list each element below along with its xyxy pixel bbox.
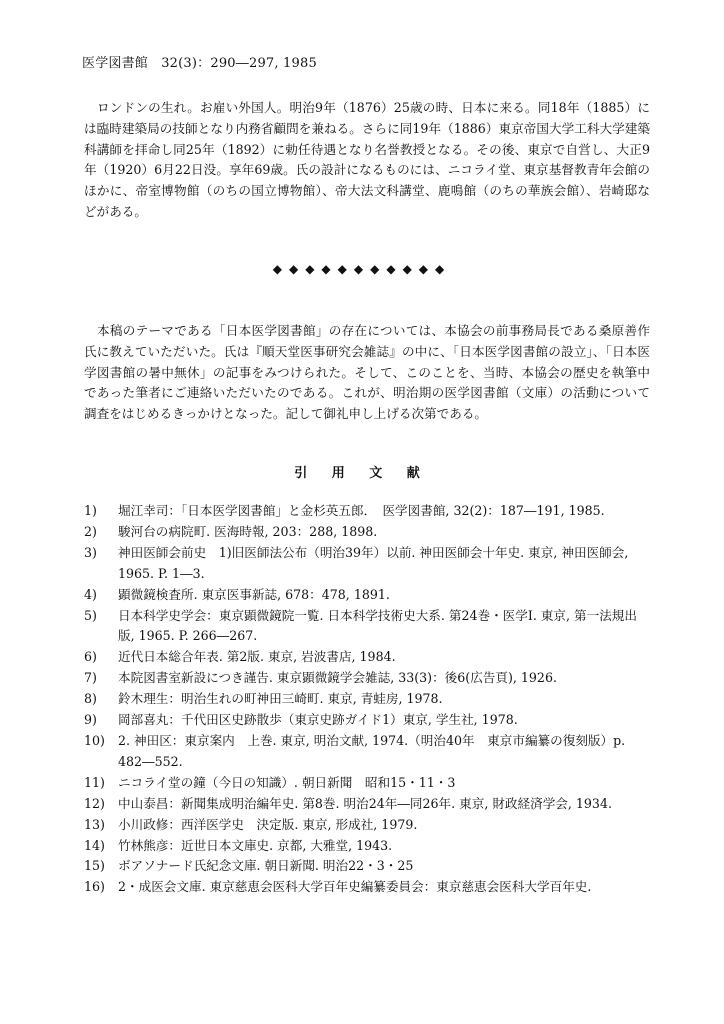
reference-text: 顕微鏡検査所. 東京医事新誌, 678：478, 1891. bbox=[118, 586, 390, 602]
journal-citation: 医学図書館 32(3)：290―297, 1985 bbox=[82, 56, 317, 71]
reference-number: 2) bbox=[84, 523, 97, 539]
reference-number: 11) bbox=[84, 774, 105, 790]
reference-text: 2・成医会文庫. 東京慈恵会医科大学百年史編纂委員会：東京慈恵会医科大学百年史. bbox=[118, 879, 592, 895]
reference-text: 岡部喜丸：千代田区史跡散歩（東京史跡ガイド1）東京, 学生社, 1978. bbox=[118, 712, 518, 728]
references-heading: 引 用 文 献 bbox=[294, 466, 430, 481]
reference-number: 8) bbox=[84, 691, 97, 707]
reference-number: 1) bbox=[84, 503, 97, 518]
reference-item bbox=[84, 647, 650, 668]
reference-text: 2. 神田区：東京案内 上巻. 東京, 明治文献, 1974.（明治40年 東京市編纂の復刻版）p. 482―552. bbox=[118, 732, 626, 769]
reference-text: 鈴木理生：明治生れの町神田三崎町. 東京, 青蛙房, 1978. bbox=[118, 691, 443, 707]
reference-item bbox=[84, 710, 650, 731]
reference-number: 13) bbox=[84, 816, 105, 832]
reference-text: 日本科学史学会：東京顕微鏡院一覧. 日本科学技術史大系. 第24巻・医学I. 東京, 第一法規出版, 1965. P. 266―267. bbox=[118, 607, 637, 644]
reference-text: 本院図書室新設につき謹告. 東京顕微鏡学会雑誌, 33(3)：後6(広告頁), 1926. bbox=[118, 670, 557, 686]
reference-number: 15) bbox=[84, 858, 105, 874]
acknowledgement-paragraph: 本稿のテーマである「日本医学図書館」の存在については、本協会の前事務局長である桑原善作氏に教えていただいた。氏は『順天堂医事研究会雑誌』の中に、「日本医学図書館の設立」、「日本医学図書館の暑中無休」の記事をみつけられた。そして、このことを、当時、本協会の歴史を執筆中であった筆者にご連絡いただいたのである。これが、明治期の医学図書館（文庫）の活動について調査をはじめるきっかけとなった。記して御礼申し上げる次第である。 bbox=[84, 323, 650, 422]
reference-text: 近代日本総合年表. 第2版. 東京, 岩波書店, 1984. bbox=[118, 649, 396, 665]
reference-text: 神田医師会前史 1)旧医師法公布（明治39年）以前. 神田医師会十年史. 東京, 神田医師会, 1965. P. 1―3. bbox=[118, 544, 629, 581]
reference-item bbox=[84, 836, 650, 857]
reference-text: ボアソナード氏紀念文庫. 朝日新聞. 明治22・3・25 bbox=[118, 858, 414, 874]
reference-item bbox=[84, 689, 650, 710]
reference-text: 小川政修：西洋医学史 決定版. 東京, 形成社, 1979. bbox=[118, 816, 418, 832]
reference-number: 6) bbox=[84, 649, 97, 665]
reference-list bbox=[84, 501, 650, 898]
reference-number: 12) bbox=[84, 795, 105, 811]
reference-item bbox=[84, 606, 650, 648]
reference-text: ニコライ堂の鐘（今日の知識）. 朝日新聞 昭和15・11・3 bbox=[118, 774, 456, 790]
reference-number: 10) bbox=[84, 732, 105, 748]
reference-text: 竹林熊彦：近世日本文庫史. 京都, 大雅堂, 1943. bbox=[118, 837, 393, 853]
biography-paragraph: ロンドンの生れ。お雇い外国人。明治9年（1876）25歳の時、日本に来る。同18年（1885）には臨時建築局の技師となり内務省顧問を兼ねる。さらに同19年（1886）東京帝国大学工科大学建築科講師を拝命し同25年（1892）に勅任待遇となり名誉教授となる。その後、東京で自営し、大正9年（1920）6月22日没。享年69歳。氏の設計になるものには、ニコライ堂、東京基督教青年会館のほかに、帝室博物館（のちの国立博物館）、帝大法文科講堂、鹿鳴館（のちの華族会館）、岩崎邸などがある。 bbox=[84, 100, 650, 219]
reference-item bbox=[84, 585, 650, 606]
reference-item bbox=[84, 856, 650, 877]
reference-item bbox=[84, 815, 650, 836]
reference-item bbox=[84, 543, 650, 585]
reference-text: 堀江幸司：「日本医学図書館」と金杉英五郎． 医学図書館, 32(2)：187―191, 1985. bbox=[118, 503, 605, 518]
reference-number: 7) bbox=[84, 670, 97, 686]
reference-number: 5) bbox=[84, 607, 97, 623]
reference-text: 中山泰昌：新聞集成明治編年史. 第8巻. 明治24年―同26年. 東京, 財政経済学会, 1934. bbox=[118, 795, 612, 811]
reference-text: 駿河台の病院町. 医海時報, 203：288, 1898. bbox=[118, 523, 378, 539]
reference-item bbox=[84, 877, 650, 898]
reference-item bbox=[84, 794, 650, 815]
reference-item bbox=[84, 731, 650, 773]
reference-number: 4) bbox=[84, 586, 97, 602]
reference-number: 14) bbox=[84, 837, 105, 853]
reference-item bbox=[84, 501, 650, 522]
reference-item bbox=[84, 522, 650, 543]
reference-number: 3) bbox=[84, 544, 97, 560]
reference-item bbox=[84, 773, 650, 794]
reference-number: 16) bbox=[84, 879, 105, 895]
section-divider: ◆◆◆◆◆◆◆◆◆◆◆ bbox=[272, 262, 452, 276]
reference-item bbox=[84, 668, 650, 689]
reference-number: 9) bbox=[84, 712, 97, 728]
